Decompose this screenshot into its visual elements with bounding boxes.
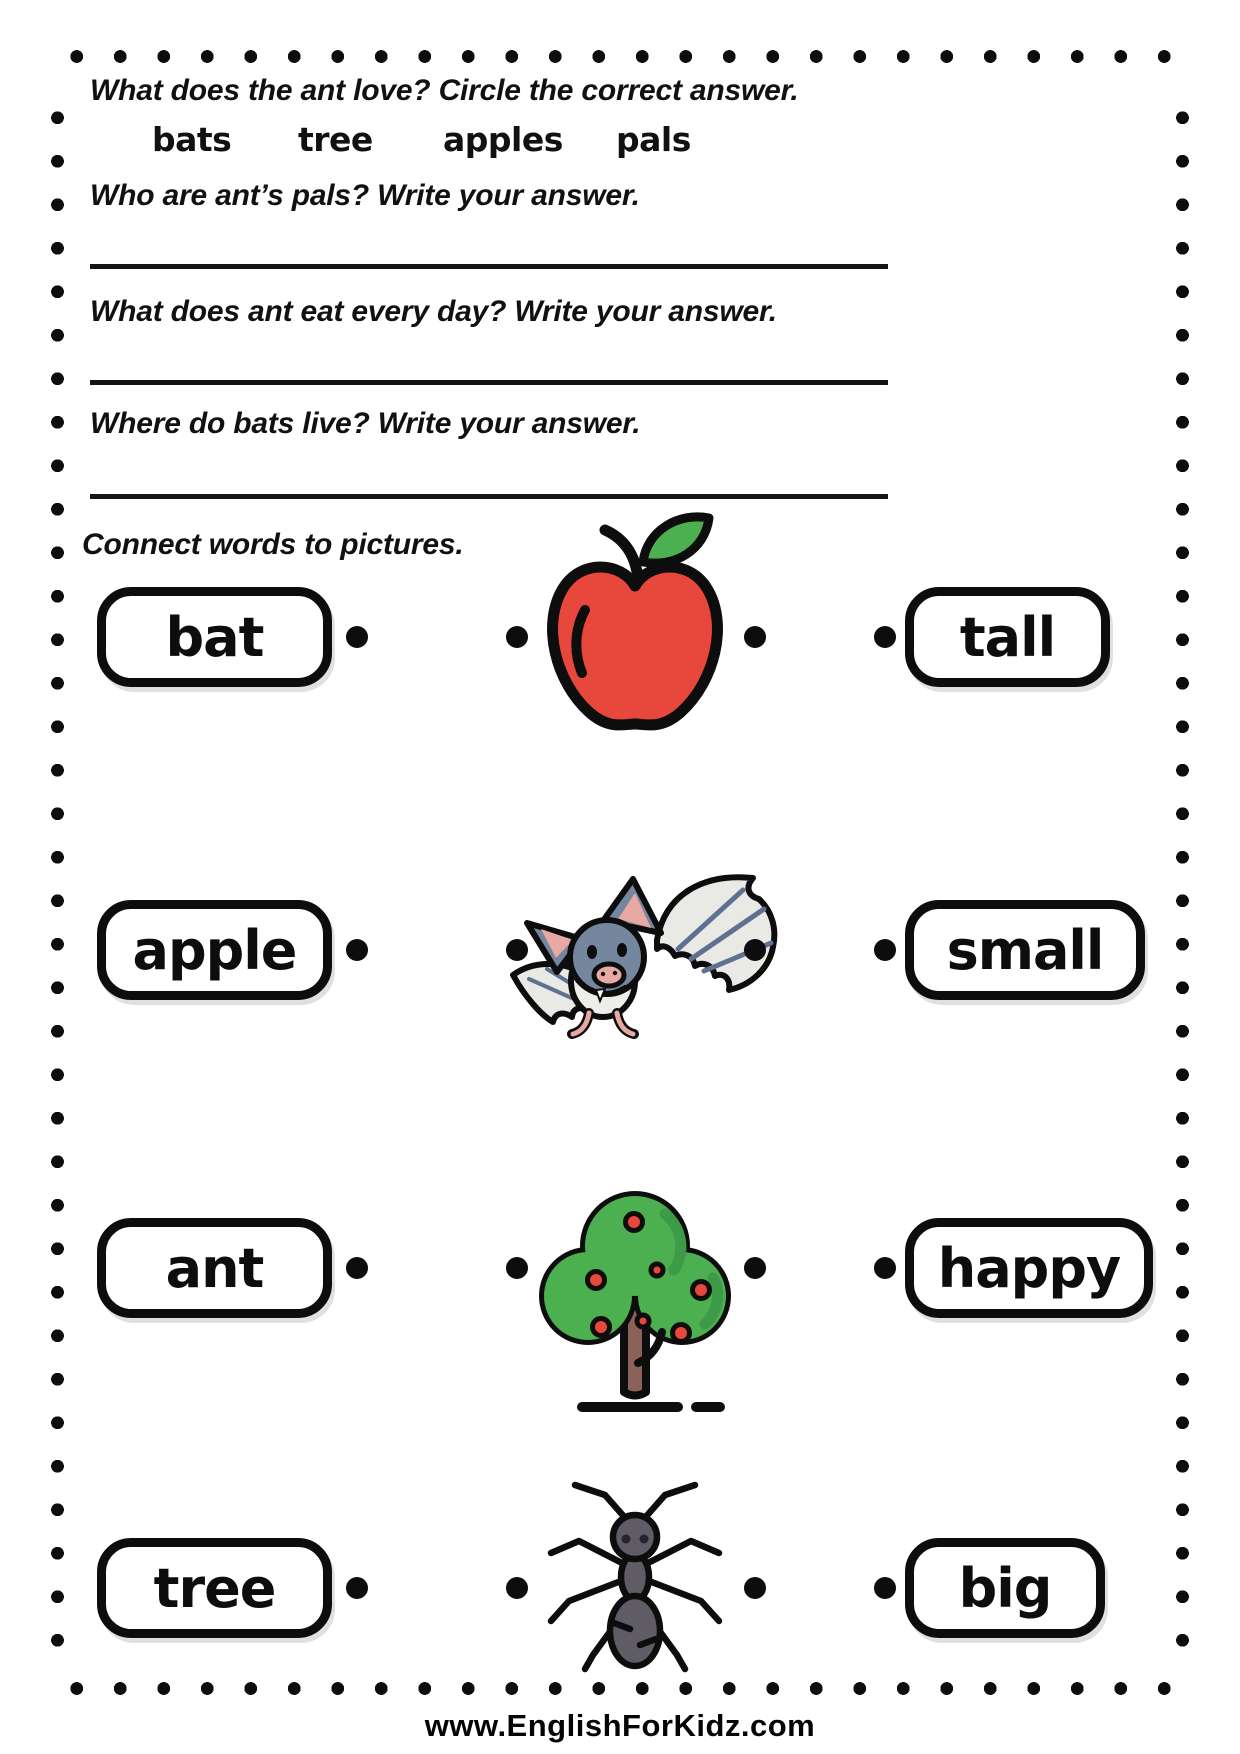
word-box-apple[interactable]: apple: [97, 900, 332, 1000]
border-dots-right: [1176, 96, 1189, 1648]
question-circle-answer: What does the ant love? Circle the correct answer.: [90, 74, 799, 107]
match-row: [0, 1538, 1240, 1638]
connector-dot[interactable]: [506, 1577, 528, 1599]
border-dots-left: [51, 96, 64, 1648]
connect-words-heading: Connect words to pictures.: [82, 528, 464, 561]
border-dots-top: [55, 50, 1185, 63]
question-bats-live: Where do bats live? Write your answer.: [90, 407, 641, 440]
connector-dot[interactable]: [874, 1257, 896, 1279]
connector-dot[interactable]: [346, 939, 368, 961]
ant-image: [535, 1473, 735, 1673]
answer-line-1[interactable]: [90, 264, 888, 269]
question-ant-eat: What does ant eat every day? Write your answer.: [90, 295, 777, 328]
connector-dot[interactable]: [744, 939, 766, 961]
connector-dot[interactable]: [744, 1257, 766, 1279]
connector-dot[interactable]: [346, 626, 368, 648]
word-box-big[interactable]: big: [905, 1538, 1105, 1638]
answer-line-3[interactable]: [90, 494, 888, 499]
word-box-bat[interactable]: bat: [97, 587, 332, 687]
option-tree[interactable]: tree: [298, 120, 373, 159]
match-row: [0, 1218, 1240, 1318]
connector-dot[interactable]: [874, 939, 896, 961]
option-pals[interactable]: pals: [616, 120, 691, 159]
word-box-small[interactable]: small: [905, 900, 1145, 1000]
word-box-tree[interactable]: tree: [97, 1538, 332, 1638]
connector-dot[interactable]: [874, 626, 896, 648]
match-row: [0, 900, 1240, 1000]
connector-dot[interactable]: [744, 1577, 766, 1599]
website-url: www.EnglishForKidz.com: [424, 1708, 816, 1743]
connector-dot[interactable]: [506, 1257, 528, 1279]
word-box-tall[interactable]: tall: [905, 587, 1110, 687]
option-apples[interactable]: apples: [443, 120, 563, 159]
word-box-happy[interactable]: happy: [905, 1218, 1153, 1318]
answer-options-row: [0, 120, 1240, 160]
apple-image: [525, 498, 745, 743]
option-bats[interactable]: bats: [152, 120, 232, 159]
connector-dot[interactable]: [346, 1577, 368, 1599]
connector-dot[interactable]: [874, 1577, 896, 1599]
answer-line-2[interactable]: [90, 380, 888, 385]
question-ants-pals: Who are ant’s pals? Write your answer.: [90, 179, 640, 212]
match-row: [0, 587, 1240, 687]
connector-dot[interactable]: [346, 1257, 368, 1279]
connector-dot[interactable]: [744, 626, 766, 648]
word-box-ant[interactable]: ant: [97, 1218, 332, 1318]
bat-image: [485, 845, 785, 1040]
tree-image: [530, 1184, 740, 1419]
border-dots-bottom: [55, 1682, 1185, 1695]
